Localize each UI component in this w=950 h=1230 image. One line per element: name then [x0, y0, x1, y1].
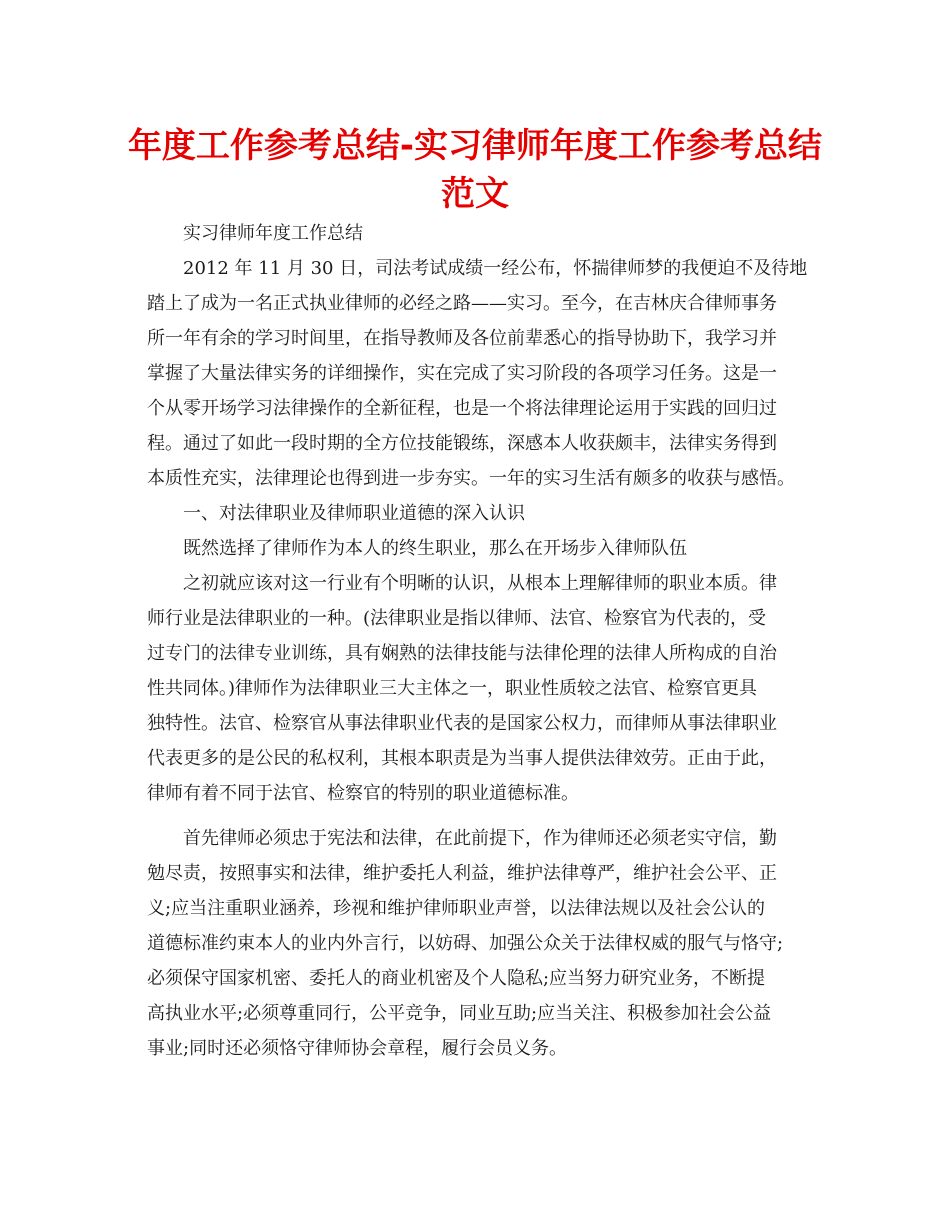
body-line: 之初就应该对这一行业有个明晰的认识，从根本上理解律师的职业本质。律	[183, 573, 777, 594]
body-line: 事业;同时还必须恪守律师协会章程，履行会员义务。	[147, 1038, 568, 1059]
body-line: 义;应当注重职业涵养，珍视和维护律师职业声誉，以法律法规以及社会公认的	[147, 898, 766, 919]
document-title-line-1: 年度工作参考总结-实习律师年度工作参考总结	[127, 126, 823, 166]
body-line: 踏上了成为一名正式执业律师的必经之路——实习。至今，在吉林庆合律师事务	[147, 293, 777, 314]
body-line: 个从零开场学习法律操作的全新征程，也是一个将法律理论运用于实践的回归过	[147, 398, 777, 419]
body-line: 既然选择了律师作为本人的终生职业，那么在开场步入律师队伍	[183, 538, 687, 559]
body-line: 2012 年 11 月 30 日，司法考试成绩一经公布，怀揣律师梦的我便迫不及待地	[183, 258, 808, 279]
body-line: 独特性。法官、检察官从事法律职业代表的是国家公权力，而律师从事法律职业	[147, 713, 777, 734]
body-line: 一、对法律职业及律师职业道德的深入认识	[183, 503, 525, 524]
body-line: 勉尽责，按照事实和法律，维护委托人利益，维护法律尊严，维护社会公平、正	[147, 863, 777, 884]
body-line: 性共同体。)律师作为法律职业三大主体之一，职业性质较之法官、检察官更具	[147, 678, 758, 699]
body-line: 实习律师年度工作总结	[183, 223, 363, 244]
body-line: 首先律师必须忠于宪法和法律，在此前提下，作为律师还必须老实守信，勤	[183, 828, 777, 849]
body-line: 本质性充实，法律理论也得到进一步夯实。一年的实习生活有颇多的收获与感悟。	[147, 468, 795, 489]
body-line: 掌握了大量法律实务的详细操作，实在完成了实习阶段的各项学习任务。这是一	[147, 363, 777, 384]
body-line: 师行业是法律职业的一种。(法律职业是指以律师、法官、检察官为代表的，受	[147, 608, 767, 629]
body-line: 道德标准约束本人的业内外言行，以妨碍、加强公众关于法律权威的服气与恪守;	[147, 933, 784, 954]
document-title-line-2: 范文	[441, 174, 509, 214]
body-line: 代表更多的是公民的私权利，其根本职责是为当事人提供法律效劳。正由于此，	[147, 748, 777, 769]
body-line: 高执业水平;必须尊重同行，公平竞争，同业互助;应当关注、积极参加社会公益	[147, 1003, 772, 1024]
body-line: 律师有着不同于法官、检察官的特别的职业道德标准。	[147, 783, 579, 804]
body-line: 过专门的法律专业训练，具有娴熟的法律技能与法律伦理的法律人所构成的自治	[147, 643, 777, 664]
body-line: 程。通过了如此一段时期的全方位技能锻练，深感本人收获颇丰，法律实务得到	[147, 433, 777, 454]
body-line: 必须保守国家机密、委托人的商业机密及个人隐私;应当努力研究业务，不断提	[147, 968, 766, 989]
body-line: 所一年有余的学习时间里，在指导教师及各位前辈悉心的指导协助下，我学习并	[147, 328, 777, 349]
